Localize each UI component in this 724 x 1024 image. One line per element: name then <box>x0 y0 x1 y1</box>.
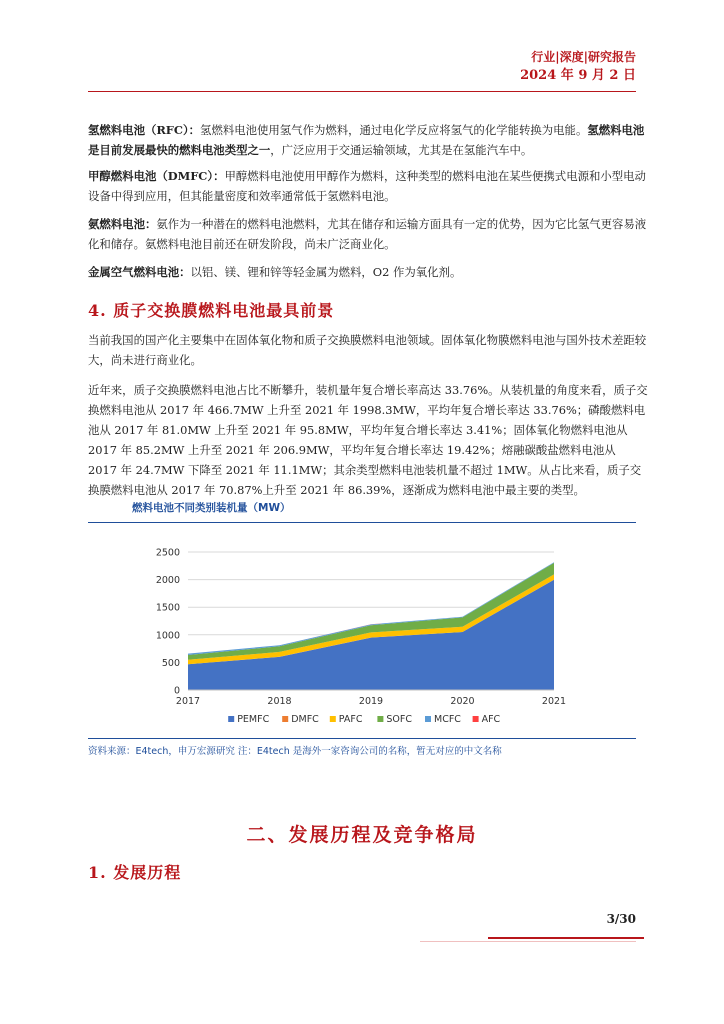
term-ammonia: 氨燃料电池： <box>88 217 157 231</box>
y-tick-label: 0 <box>173 685 180 697</box>
header-divider <box>88 91 636 92</box>
dmfc-text: 甲醇燃料电池使用甲醇作为燃料，这种类型的燃料电池在某些便携式电源和小型电动设备中得到应用，但其能量密度和效率通常低于氢燃料电池。 <box>88 169 646 203</box>
term-metal-air: 金属空气燃料电池： <box>88 265 191 279</box>
legend-label-mcfc: MCFC <box>434 714 461 725</box>
x-tick-label: 2018 <box>267 696 292 707</box>
y-tick-label: 1500 <box>155 602 180 614</box>
chart-source: 资料来源：E4tech，申万宏源研究 注：E4tech 是海外一家咨询公司的名称，暂无对应的中文名称 <box>88 746 502 757</box>
rfc-bold: 氢燃料电池是目前发展最快的燃料电池类型之一 <box>88 123 645 157</box>
metal-air-text: 以铝、镁、锂和锌等轻金属为燃料，O2 作为氧化剂。 <box>190 265 462 279</box>
report-type: 行业|深度|研究报告 <box>531 50 636 64</box>
ammonia-text: 氨作为一种潜在的燃料电池燃料，尤其在储存和运输方面具有一定的优势，因为它比氢气更容易液化和储存。氨燃料电池目前还在研发阶段，尚未广泛商业化。 <box>88 217 647 251</box>
chart-legend <box>228 714 500 725</box>
legend-swatch-afc <box>473 716 479 722</box>
chart-bottom-rule <box>88 738 636 739</box>
paragraph-dmfc <box>88 166 648 206</box>
term-rfc: 氢燃料电池（RFC）： <box>88 123 201 137</box>
paragraph-rfc <box>88 120 648 160</box>
chart-title: 燃料电池不同类别装机量（MW） <box>132 502 291 514</box>
x-tick-label: 2017 <box>175 696 201 707</box>
footer-rule-thin <box>420 941 636 942</box>
report-header <box>520 48 636 86</box>
legend-label-pafc: PAFC <box>338 714 363 725</box>
rfc-text-2: ，广泛应用于交通运输领域，尤其是在氢能汽车中。 <box>270 143 533 157</box>
heading-development-history: 1. 发展历程 <box>88 863 182 882</box>
legend-swatch-pafc <box>330 716 336 722</box>
page-number: 3/30 <box>606 912 636 926</box>
legend-swatch-sofc <box>377 716 383 722</box>
y-tick-label: 1000 <box>155 630 180 642</box>
section-heading-history: 二、发展历程及竞争格局 <box>246 824 478 846</box>
legend-label-afc: AFC <box>481 714 501 725</box>
chart-svg <box>88 498 636 738</box>
legend-swatch-pemfc <box>228 716 234 722</box>
rfc-text-1: 氢燃料电池使用氢气作为燃料，通过电化学反应将氢气的化学能转换为电能。 <box>200 123 588 137</box>
x-tick-label: 2021 <box>541 696 567 707</box>
y-tick-label: 2000 <box>155 575 180 587</box>
heading-pemfc-prospect: 4. 质子交换膜燃料电池最具前景 <box>88 301 335 320</box>
x-tick-label: 2020 <box>450 696 475 707</box>
footer-rule-thick <box>488 937 644 939</box>
chart-figure <box>88 498 636 760</box>
paragraph-metal-air <box>88 262 648 282</box>
paragraph-domestic: 当前我国的国产化主要集中在固体氧化物和质子交换膜燃料电池领域。固体氧化物膜燃料电池与国外技术差距较大，尚未进行商业化。 <box>88 333 647 367</box>
report-date: 2024 年 9 月 2 日 <box>520 68 636 83</box>
paragraph-trend: 近年来，质子交换膜燃料电池占比不断攀升，装机量年复合增长率高达 33.76%。从装机量的角度来看，质子交换燃料电池从 2017 年 466.7MW 上升至 2021 年 1998.3MW，平均年复合增长率达 33.76%；磷酸燃料电池从 2017 年 81.0MW 上升至 2021 年 95.8MW，平均年复合增长率达 3.41%；固体氧化物燃料电池从 2017 年 85.2MW 上升至 2021 年 206.9MW，平均年复合增长率达 19.42%；熔融碳酸盐燃料电池从 2017 年 24.7MW 下降至 2021 年 11.1MW；其余类型燃料电池装机量不超过 1MW。从占比来看，质子交换膜燃料电池从 2017 年 70.87%上升至 2021 年 86.39%，逐渐成为燃料电池中最主要的类型。 <box>88 383 648 497</box>
legend-label-pemfc: PEMFC <box>237 714 270 725</box>
legend-swatch-mcfc <box>425 716 431 722</box>
chart-areas <box>188 562 554 690</box>
y-tick-label: 2500 <box>155 547 180 559</box>
legend-label-sofc: SOFC <box>386 714 413 725</box>
x-tick-label: 2019 <box>358 696 384 707</box>
legend-label-dmfc: DMFC <box>291 714 319 725</box>
paragraph-ammonia <box>88 214 648 254</box>
y-tick-label: 500 <box>161 657 180 669</box>
legend-swatch-dmfc <box>282 716 288 722</box>
term-dmfc: 甲醇燃料电池（DMFC）： <box>88 169 225 183</box>
